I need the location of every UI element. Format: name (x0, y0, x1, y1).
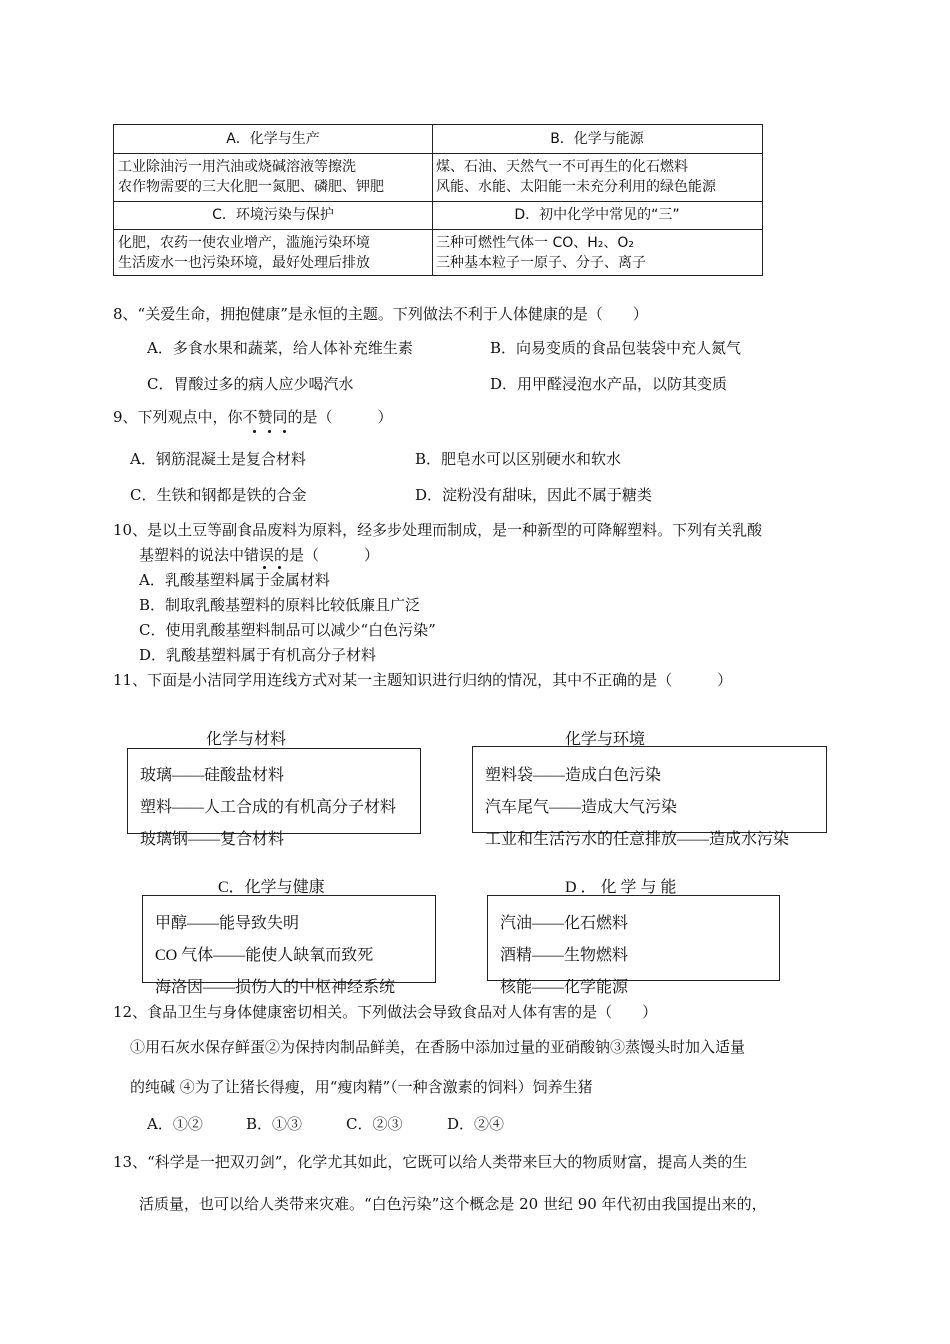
question-11-a-title: 化学与材料 (206, 731, 287, 748)
question-11-b-line1: 塑料袋——造成白色污染 (485, 767, 662, 784)
question-11-b-line3: 工业和生活污水的任意排放——造成水污染 (485, 831, 790, 848)
question-11-a-line3: 玻璃钢——复合材料 (140, 831, 285, 848)
question-11-b-line2: 汽车尾气——造成大气污染 (485, 799, 678, 816)
question-11-a-box (127, 748, 421, 834)
question-8-option-a: A．多食水果和蔬菜，给人体补充维生素 (147, 339, 413, 357)
question-12-option-a: A．①② (147, 1115, 203, 1133)
question-9-option-b: B．肥皂水可以区别硬水和软水 (415, 450, 622, 468)
question-11-b-box (472, 746, 827, 833)
table-cell-b-title: B．化学与能源 (550, 131, 644, 147)
question-11-d-box (487, 895, 780, 981)
question-11-stem: 11、下面是小洁同学用连线方式对某一主题知识进行归纳的情况，其中不正确的是（ ） (113, 671, 733, 689)
emphasis-dot (278, 566, 281, 569)
question-10-stem-line1: 10、是以土豆等副食品废料为原料，经多步处理而制成，是一种新型的可降解塑料。下列有关乳酸 (113, 521, 763, 539)
table-cell-a-title: A．化学与生产 (226, 131, 320, 147)
emphasis-dot (263, 566, 266, 569)
question-9-option-d: D．淀粉没有甜味，因此不属于糖类 (415, 486, 653, 504)
question-10-stem-line2: 基塑料的说法中错误的是（ ） (139, 546, 380, 564)
question-9-option-c: C．生铁和钢都是铁的合金 (130, 486, 307, 504)
question-11-a-line1: 玻璃——硅酸盐材料 (140, 767, 285, 784)
question-12-line1: ①用石灰水保存鲜蛋②为保持肉制品鲜美，在香肠中添加过量的亚硝酸钠③蒸馒头时加入适量 (130, 1038, 746, 1056)
question-11-d-title: D ． 化 学 与 能 (565, 879, 677, 896)
question-11-c-line3: 海洛因——损伤人的中枢神经系统 (155, 979, 396, 996)
table-cell-d-line2: 三种基本粒子一原子、分子、离子 (436, 255, 646, 271)
table-cell-d-title: D．初中化学中常见的“三” (514, 207, 680, 223)
table-cell-a-line1: 工业除油污一用汽油或烧碱溶液等擦洗 (118, 159, 356, 175)
question-10-option-d: D．乳酸基塑料属于有机高分子材料 (139, 646, 377, 664)
question-11-b-title: 化学与环境 (565, 731, 646, 748)
emphasis-dot (268, 430, 271, 433)
question-10-option-a: A．乳酸基塑料属于金属材料 (139, 571, 330, 589)
question-12-option-c: C．②③ (346, 1115, 403, 1133)
question-12-option-d: D．②④ (447, 1115, 505, 1133)
emphasis-dot (253, 430, 256, 433)
question-11-a-line2: 塑料——人工合成的有机高分子材料 (140, 799, 397, 816)
summary-table (113, 124, 763, 276)
question-13-line2: 活质量，也可以给人类带来灾难。“白色污染”这个概念是 20 世纪 90 年代初由我国提出来的， (139, 1195, 767, 1213)
question-11-c-box (142, 895, 436, 983)
question-10-option-b: B．制取乳酸基塑料的原料比较低廉且广泛 (139, 596, 421, 614)
table-cell-a-line2: 农作物需要的三大化肥一氮肥、磷肥、钾肥 (118, 179, 384, 195)
table-cell-b-line1: 煤、石油、天然气一不可再生的化石燃料 (436, 159, 688, 175)
question-8-option-b: B．向易变质的食品包装袋中充人氮气 (490, 339, 742, 357)
question-13-line1: 13、“科学是一把双刃剑”，化学尤其如此，它既可以给人类带来巨大的物质财富，提高人类的生 (113, 1153, 748, 1171)
question-11-d-line3: 核能——化学能源 (500, 979, 629, 996)
question-8-option-c: C．胃酸过多的病人应少喝汽水 (147, 375, 354, 393)
question-11-c-line1: 甲醇——能导致失明 (155, 915, 300, 932)
question-12-stem: 12、食品卫生与身体健康密切相关。下列做法会导致食品对人体有害的是（ ） (113, 1003, 658, 1021)
question-11-d-line1: 汽油——化石燃料 (500, 915, 629, 932)
question-10-option-c: C．使用乳酸基塑料制品可以减少“白色污染” (139, 621, 436, 639)
emphasis-dot (283, 430, 286, 433)
question-12-option-b: B．①③ (246, 1115, 303, 1133)
table-cell-b-line2: 风能、水能、太阳能一未充分利用的绿色能源 (436, 179, 716, 195)
question-8-stem: 8、“关爱生命，拥抱健康”是永恒的主题。下列做法不利于人体健康的是（ ） (113, 305, 648, 323)
question-11-c-title: C．化学与健康 (218, 879, 325, 896)
question-11-c-line2: CO 气体——能使人缺氧而致死 (155, 947, 374, 964)
table-cell-d-line1: 三种可燃性气体一 CO、H₂、O₂ (436, 235, 635, 251)
table-cell-c-title: C．环境污染与保护 (212, 207, 334, 223)
question-11-d-line2: 酒精——生物燃料 (500, 947, 629, 964)
table-cell-c-line1: 化肥，农药一使农业增产，滥施污染环境 (118, 235, 370, 251)
question-9-stem: 9、下列观点中，你不赞同的是（ ） (113, 408, 393, 426)
question-8-option-d: D．用甲醛浸泡水产品，以防其变质 (490, 375, 728, 393)
question-12-line2: 的纯碱 ④为了让猪长得瘦，用“瘦肉精”（一种含激素的饲料）饲养生猪 (130, 1078, 593, 1096)
table-cell-c-line2: 生活废水一也污染环境，最好处理后排放 (118, 255, 370, 271)
question-9-option-a: A．钢筋混凝土是复合材料 (130, 450, 306, 468)
